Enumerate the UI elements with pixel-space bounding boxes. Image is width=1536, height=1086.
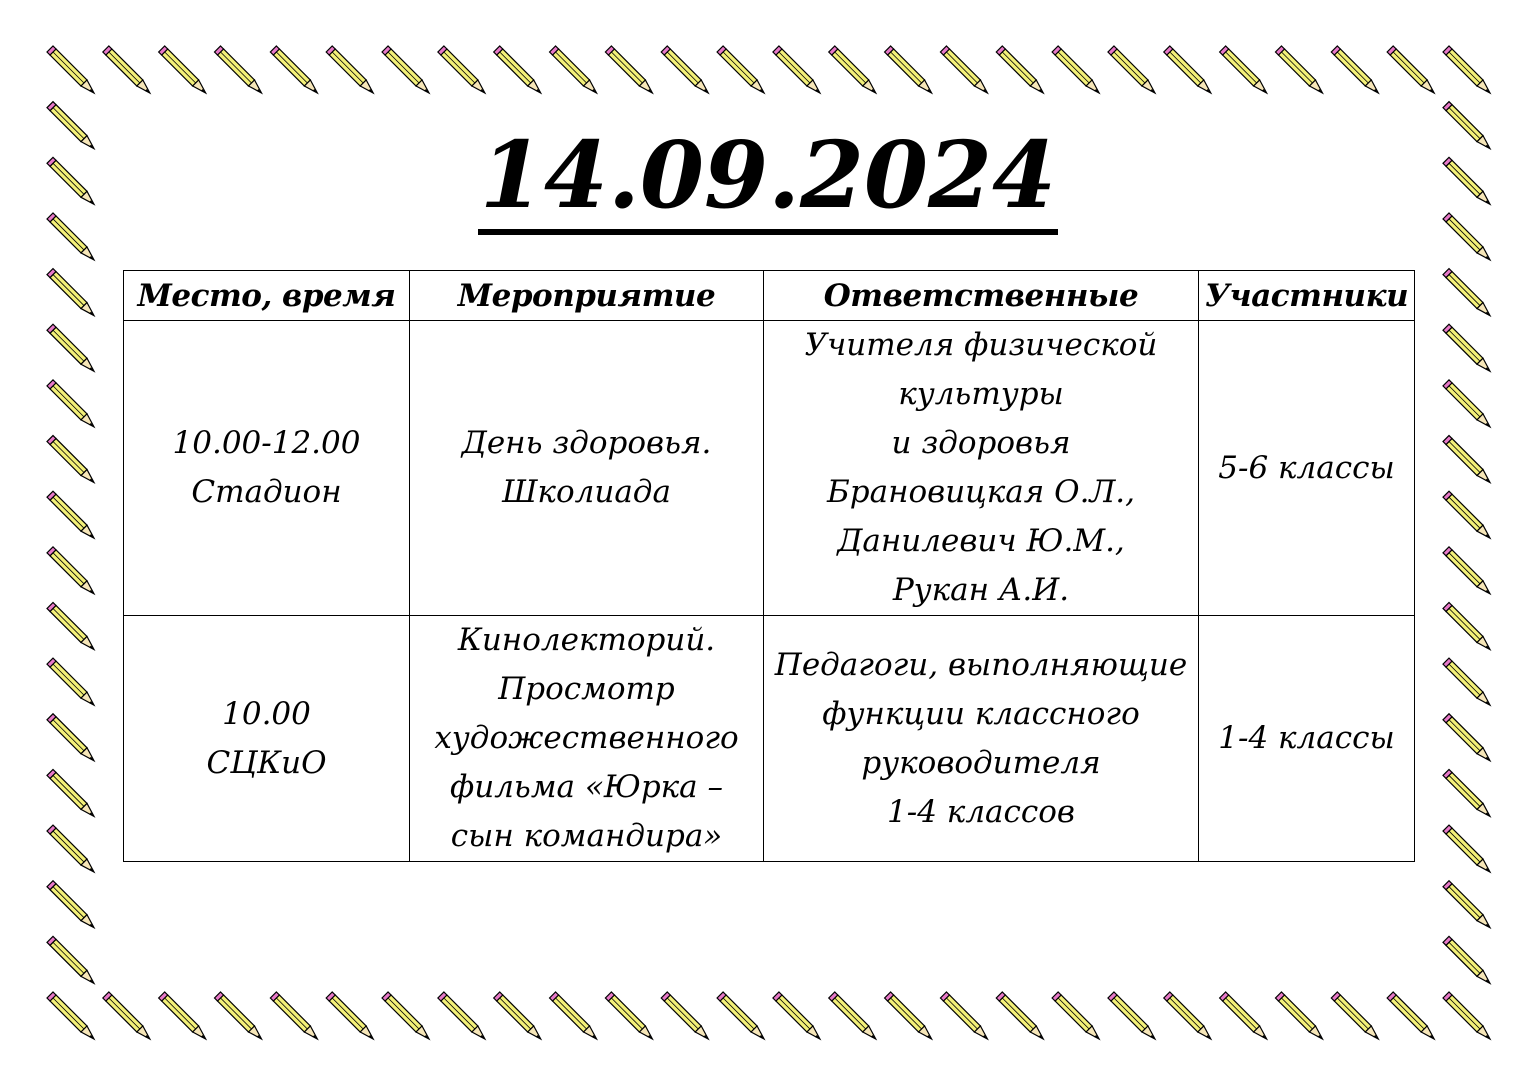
pencil-icon bbox=[1331, 46, 1378, 93]
cell-line: Кинолекторий. bbox=[457, 622, 716, 658]
pencil-icon bbox=[1443, 269, 1490, 316]
header-participants: Участники bbox=[1199, 271, 1415, 321]
pencil-icon bbox=[885, 992, 932, 1039]
pencil-icon bbox=[47, 547, 94, 594]
table-row bbox=[124, 616, 1415, 862]
cell-line: сын командира» bbox=[450, 818, 723, 854]
pencil-icon bbox=[1387, 46, 1434, 93]
pencil-icon bbox=[1443, 547, 1490, 594]
pencil-icon bbox=[605, 46, 652, 93]
cell-line: Педагоги, выполняющие bbox=[774, 646, 1188, 683]
pencil-icon bbox=[326, 46, 373, 93]
pencil-icon bbox=[47, 324, 94, 371]
pencil-icon bbox=[47, 992, 94, 1039]
pencil-icon bbox=[382, 992, 429, 1039]
table-header-row bbox=[124, 271, 1415, 321]
cell-participants bbox=[1199, 321, 1415, 616]
cell-line: Просмотр bbox=[498, 671, 675, 707]
cell-place-time bbox=[124, 616, 410, 862]
cell-event bbox=[410, 616, 764, 862]
pencil-icon bbox=[550, 992, 597, 1039]
pencil-icon bbox=[1443, 714, 1490, 761]
cell-line: День здоровья. bbox=[461, 425, 712, 461]
pencil-icon bbox=[940, 46, 987, 93]
cell-responsible bbox=[764, 321, 1199, 616]
pencil-icon bbox=[47, 380, 94, 427]
pencil-icon bbox=[605, 992, 652, 1039]
cell-event bbox=[410, 321, 764, 616]
pencil-icon bbox=[1164, 992, 1211, 1039]
pencil-icon bbox=[1331, 992, 1378, 1039]
cell-line: Данилевич Ю.М., bbox=[837, 523, 1125, 559]
cell-line: 5-6 классы bbox=[1218, 449, 1395, 486]
pencil-icon bbox=[829, 992, 876, 1039]
pencil-icon bbox=[1275, 46, 1322, 93]
pencil-icon bbox=[438, 992, 485, 1039]
pencil-icon bbox=[47, 602, 94, 649]
pencil-icon bbox=[47, 936, 94, 983]
pencil-icon bbox=[1387, 992, 1434, 1039]
pencil-icon bbox=[1443, 46, 1490, 93]
pencil-icon bbox=[940, 992, 987, 1039]
pencil-icon bbox=[1443, 881, 1490, 928]
page-title: 14.09.2024 bbox=[0, 118, 1536, 235]
pencil-icon bbox=[1443, 658, 1490, 705]
cell-line: СЦКиО bbox=[206, 744, 327, 781]
pencil-icon bbox=[829, 46, 876, 93]
pencil-icon bbox=[270, 46, 317, 93]
cell-participants bbox=[1199, 616, 1415, 862]
table-row bbox=[124, 321, 1415, 616]
pencil-icon bbox=[661, 46, 708, 93]
pencil-icon bbox=[47, 46, 94, 93]
pencil-icon bbox=[1443, 380, 1490, 427]
pencil-icon bbox=[1052, 992, 1099, 1039]
cell-line: Школиада bbox=[502, 474, 671, 510]
cell-line: Учителя физической bbox=[804, 327, 1158, 363]
pencil-icon bbox=[47, 825, 94, 872]
pencil-icon bbox=[1443, 825, 1490, 872]
pencil-icon bbox=[717, 46, 764, 93]
cell-line: Брановицкая О.Л., bbox=[826, 474, 1136, 510]
pencil-icon bbox=[494, 992, 541, 1039]
cell-line: 1-4 классы bbox=[1218, 720, 1395, 756]
cell-line: функции классного bbox=[822, 695, 1140, 732]
pencil-icon bbox=[494, 46, 541, 93]
pencil-icon bbox=[1108, 46, 1155, 93]
cell-line: 10.00-12.00 bbox=[172, 425, 361, 461]
cell-line: культуры bbox=[898, 376, 1064, 412]
cell-line: фильма «Юрка – bbox=[449, 769, 724, 805]
pencil-icon bbox=[47, 714, 94, 761]
pencil-icon bbox=[1443, 491, 1490, 538]
pencil-icon bbox=[1443, 992, 1490, 1039]
pencil-icon bbox=[215, 46, 262, 93]
pencil-icon bbox=[885, 46, 932, 93]
pencil-icon bbox=[103, 992, 150, 1039]
pencil-icon bbox=[47, 269, 94, 316]
pencil-icon bbox=[996, 46, 1043, 93]
schedule-table bbox=[123, 270, 1415, 862]
pencil-icon bbox=[1443, 936, 1490, 983]
pencil-icon bbox=[382, 46, 429, 93]
pencil-icon bbox=[47, 769, 94, 816]
pencil-icon bbox=[1164, 46, 1211, 93]
pencil-icon bbox=[1275, 992, 1322, 1039]
cell-line: 10.00 bbox=[222, 695, 311, 732]
pencil-icon bbox=[1443, 436, 1490, 483]
pencil-icon bbox=[47, 436, 94, 483]
pencil-icon bbox=[438, 46, 485, 93]
pencil-icon bbox=[996, 992, 1043, 1039]
pencil-icon bbox=[103, 46, 150, 93]
cell-line: руководителя bbox=[861, 744, 1101, 781]
cell-line: и здоровья bbox=[891, 425, 1071, 461]
pencil-icon bbox=[47, 491, 94, 538]
header-responsible: Ответственные bbox=[764, 271, 1199, 321]
cell-responsible bbox=[764, 616, 1199, 862]
header-place-time: Место, время bbox=[124, 271, 410, 321]
pencil-icon bbox=[47, 881, 94, 928]
pencil-icon bbox=[1220, 46, 1267, 93]
pencil-icon bbox=[1220, 992, 1267, 1039]
pencil-icon bbox=[550, 46, 597, 93]
cell-line: Стадион bbox=[191, 474, 342, 510]
cell-place-time bbox=[124, 321, 410, 616]
pencil-icon bbox=[326, 992, 373, 1039]
pencil-icon bbox=[1443, 602, 1490, 649]
pencil-icon bbox=[159, 992, 206, 1039]
pencil-icon bbox=[159, 46, 206, 93]
pencil-icon bbox=[270, 992, 317, 1039]
pencil-icon bbox=[773, 992, 820, 1039]
pencil-icon bbox=[1443, 324, 1490, 371]
cell-line: 1-4 классов bbox=[887, 793, 1075, 830]
pencil-icon bbox=[717, 992, 764, 1039]
pencil-icon bbox=[1052, 46, 1099, 93]
pencil-icon bbox=[661, 992, 708, 1039]
cell-line: художественного bbox=[434, 720, 739, 756]
pencil-icon bbox=[773, 46, 820, 93]
header-event: Мероприятие bbox=[410, 271, 764, 321]
pencil-icon bbox=[1108, 992, 1155, 1039]
pencil-icon bbox=[47, 658, 94, 705]
pencil-icon bbox=[215, 992, 262, 1039]
cell-line: Рукан А.И. bbox=[892, 572, 1070, 608]
pencil-icon bbox=[1443, 769, 1490, 816]
